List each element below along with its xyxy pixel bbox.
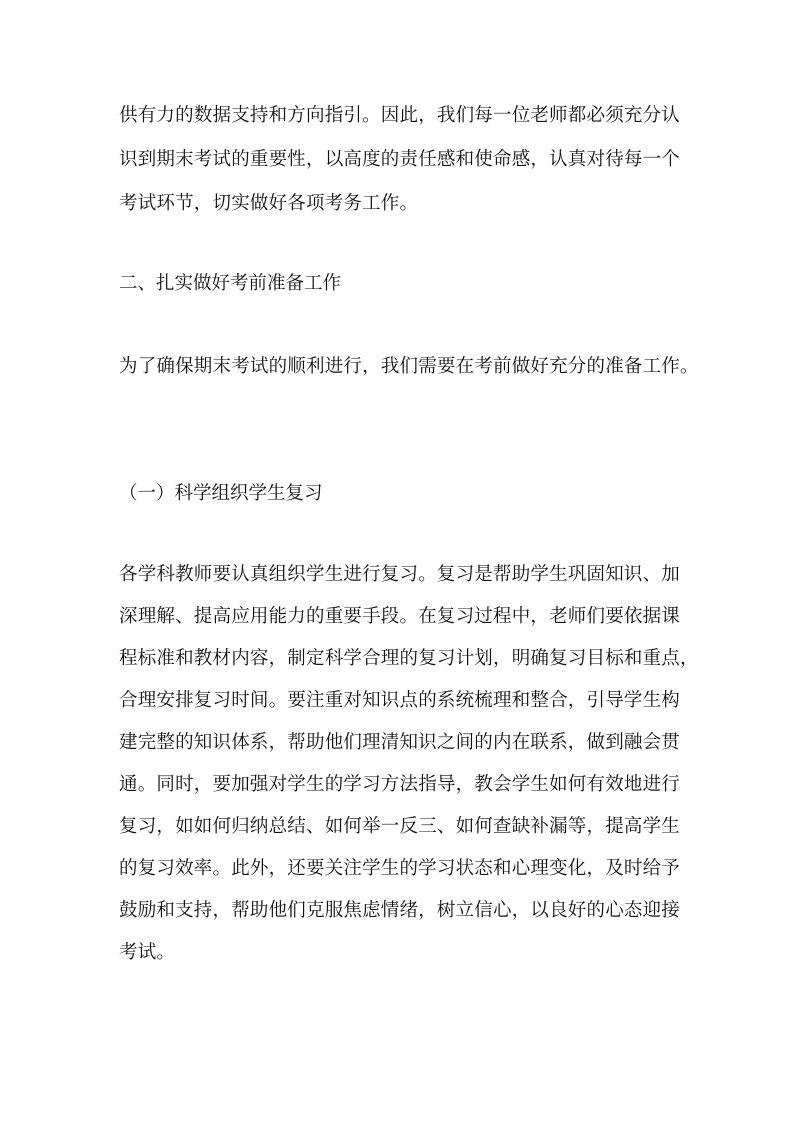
paragraph-line: 供有力的数据支持和方向指引。因此，我们每一位老师都必须充分认 [119,105,681,126]
section-intro: 为了确保期末考试的顺利进行，我们需要在考前做好充分的准备工作。 [119,356,699,377]
paragraph-line: 程标准和教材内容，制定科学合理的复习计划，明确复习目标和重点， [119,648,699,669]
paragraph-line: 通。同时，要加强对学生的学习方法指导，教会学生如何有效地进行 [119,774,681,795]
paragraph-line: 建完整的知识体系，帮助他们理清知识之间的内在联系，做到融会贯 [119,732,681,753]
paragraph-line: 复习，如如何归纳总结、如何举一反三、如何查缺补漏等，提高学生 [119,816,681,837]
paragraph-line: 鼓励和支持，帮助他们克服焦虑情绪，树立信心，以良好的心态迎接 [119,900,681,921]
paragraph-line: 各学科教师要认真组织学生进行复习。复习是帮助学生巩固知识、加 [119,564,681,585]
paragraph-line: 考试。 [119,942,176,963]
paragraph-line: 识到期末考试的重要性，以高度的责任感和使命感，认真对待每一个 [119,149,681,170]
section-heading: 二、扎实做好考前准备工作 [119,273,342,294]
paragraph-line: 合理安排复习时间。要注重对知识点的系统梳理和整合，引导学生构 [119,690,681,711]
paragraph-line: 深理解、提高应用能力的重要手段。在复习过程中，老师们要依据课 [119,606,681,627]
paragraph-line: 的复习效率。此外，还要关注学生的学习状态和心理变化，及时给予 [119,858,681,879]
subsection-heading: （一）科学组织学生复习 [119,483,323,504]
paragraph-line: 考试环节，切实做好各项考务工作。 [119,193,419,214]
